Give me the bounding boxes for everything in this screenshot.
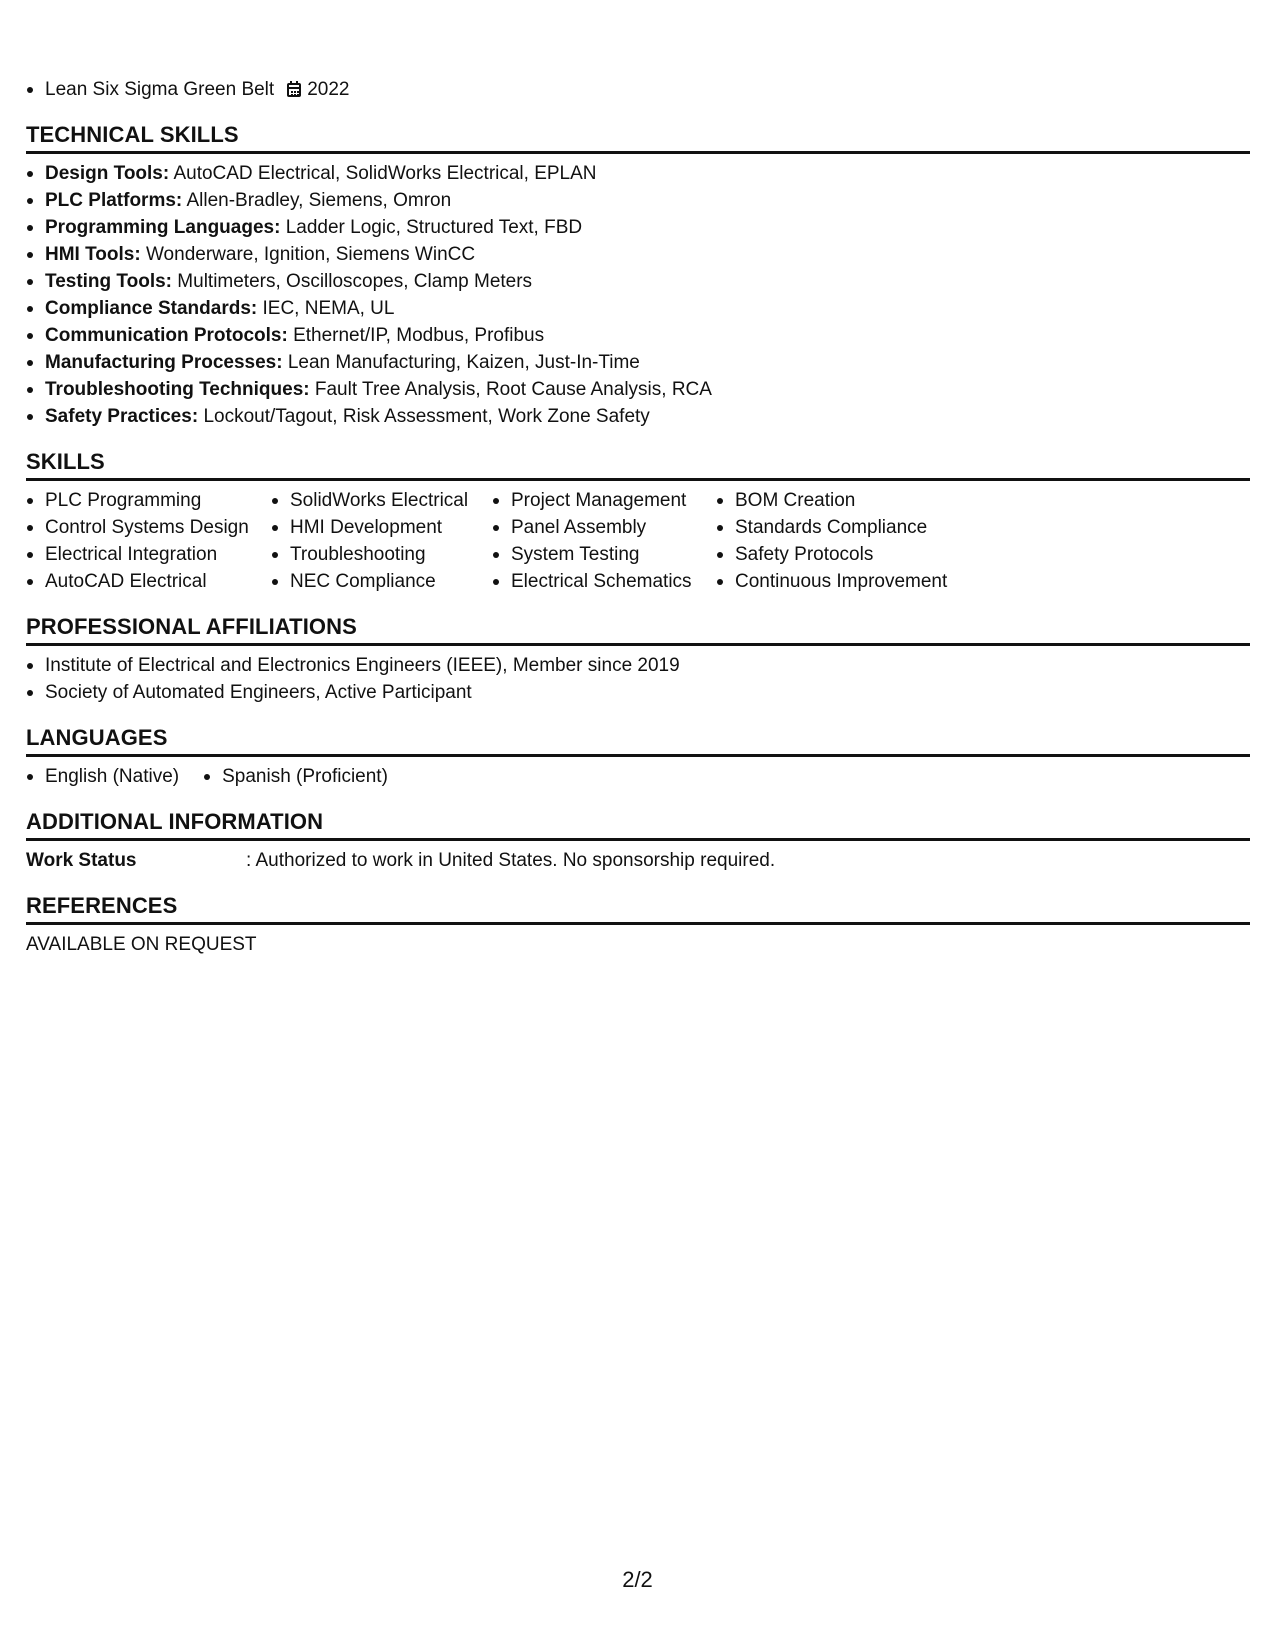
skill-category-value: Wonderware, Ignition, Siemens WinCC bbox=[145, 244, 476, 265]
list-item: Safety Protocols bbox=[716, 541, 976, 568]
page-number: 2/2 bbox=[622, 1567, 653, 1592]
technical-skills-list bbox=[26, 160, 1250, 430]
skill-category-value: Multimeters, Oscilloscopes, Clamp Meters bbox=[177, 271, 533, 292]
list-item: HMI Development bbox=[271, 514, 492, 541]
info-row-work-status bbox=[26, 847, 1250, 874]
skills-column bbox=[271, 487, 492, 595]
list-item bbox=[26, 187, 1250, 214]
skills-column bbox=[26, 487, 271, 595]
references-text: AVAILABLE ON REQUEST bbox=[26, 934, 257, 955]
skill-category-label: Testing Tools: bbox=[45, 271, 173, 292]
resume-page bbox=[26, 76, 1250, 958]
list-item: SolidWorks Electrical bbox=[271, 487, 492, 514]
list-item: Electrical Integration bbox=[26, 541, 271, 568]
list-item: NEC Compliance bbox=[271, 568, 492, 595]
skill-category-label: Troubleshooting Techniques: bbox=[45, 379, 310, 400]
skill-category-label: Manufacturing Processes: bbox=[45, 352, 283, 373]
skill-category-label: Safety Practices: bbox=[45, 406, 199, 427]
list-item bbox=[26, 241, 1250, 268]
list-item bbox=[26, 322, 1250, 349]
section-title-languages: LANGUAGES bbox=[26, 725, 1250, 757]
list-item: Control Systems Design bbox=[26, 514, 271, 541]
list-item: AutoCAD Electrical bbox=[26, 568, 271, 595]
list-item bbox=[26, 376, 1250, 403]
calendar-icon bbox=[287, 83, 301, 97]
skill-category-value: Allen-Bradley, Siemens, Omron bbox=[186, 190, 452, 211]
section-title-technical-skills: TECHNICAL SKILLS bbox=[26, 122, 1250, 154]
list-item bbox=[26, 403, 1250, 430]
list-item: Panel Assembly bbox=[492, 514, 716, 541]
list-item: Troubleshooting bbox=[271, 541, 492, 568]
skills-column bbox=[492, 487, 716, 595]
list-item bbox=[26, 268, 1250, 295]
list-item: Spanish (Proficient) bbox=[203, 763, 388, 790]
info-value: : Authorized to work in United States. No sponsorship required. bbox=[246, 850, 776, 871]
section-title-affiliations: PROFESSIONAL AFFILIATIONS bbox=[26, 614, 1250, 646]
skill-category-value: Lean Manufacturing, Kaizen, Just-In-Time bbox=[287, 352, 640, 373]
list-item: Continuous Improvement bbox=[716, 568, 976, 595]
skill-category-value: Lockout/Tagout, Risk Assessment, Work Zone Safety bbox=[203, 406, 650, 427]
section-title-additional-info: ADDITIONAL INFORMATION bbox=[26, 809, 1250, 841]
list-item bbox=[26, 160, 1250, 187]
references-section bbox=[26, 893, 1250, 958]
affiliations-section bbox=[26, 614, 1250, 706]
certifications-list bbox=[26, 76, 1250, 103]
skill-category-value: IEC, NEMA, UL bbox=[262, 298, 395, 319]
technical-skills-section bbox=[26, 122, 1250, 430]
skills-grid bbox=[26, 487, 1250, 595]
list-item: BOM Creation bbox=[716, 487, 976, 514]
skill-category-value: Ethernet/IP, Modbus, Profibus bbox=[293, 325, 545, 346]
certification-year: 2022 bbox=[307, 79, 350, 100]
skill-category-label: Compliance Standards: bbox=[45, 298, 258, 319]
certification-name: Lean Six Sigma Green Belt bbox=[45, 79, 275, 100]
affiliations-list bbox=[26, 652, 1250, 706]
languages-list bbox=[26, 763, 1250, 790]
list-item: PLC Programming bbox=[26, 487, 271, 514]
skill-category-label: Communication Protocols: bbox=[45, 325, 288, 346]
list-item: Society of Automated Engineers, Active Participant bbox=[26, 679, 1250, 706]
skill-category-label: PLC Platforms: bbox=[45, 190, 183, 211]
section-title-skills: SKILLS bbox=[26, 449, 1250, 481]
info-label: Work Status bbox=[26, 850, 137, 871]
section-title-references: REFERENCES bbox=[26, 893, 1250, 925]
list-item: Institute of Electrical and Electronics Engineers (IEEE), Member since 2019 bbox=[26, 652, 1250, 679]
skill-category-value: Ladder Logic, Structured Text, FBD bbox=[285, 217, 583, 238]
skill-category-label: HMI Tools: bbox=[45, 244, 141, 265]
list-item bbox=[26, 214, 1250, 241]
list-item: Project Management bbox=[492, 487, 716, 514]
certification-item bbox=[26, 76, 1250, 103]
languages-section bbox=[26, 725, 1250, 790]
skills-section bbox=[26, 449, 1250, 595]
list-item: System Testing bbox=[492, 541, 716, 568]
skill-category-label: Programming Languages: bbox=[45, 217, 281, 238]
list-item: Electrical Schematics bbox=[492, 568, 716, 595]
skill-category-label: Design Tools: bbox=[45, 163, 170, 184]
skill-category-value: AutoCAD Electrical, SolidWorks Electrical, EPLAN bbox=[173, 163, 597, 184]
additional-info-section bbox=[26, 809, 1250, 874]
skill-category-value: Fault Tree Analysis, Root Cause Analysis, RCA bbox=[314, 379, 712, 400]
list-item: English (Native) bbox=[26, 763, 179, 790]
list-item bbox=[26, 349, 1250, 376]
skills-column bbox=[716, 487, 976, 595]
list-item bbox=[26, 295, 1250, 322]
list-item: Standards Compliance bbox=[716, 514, 976, 541]
